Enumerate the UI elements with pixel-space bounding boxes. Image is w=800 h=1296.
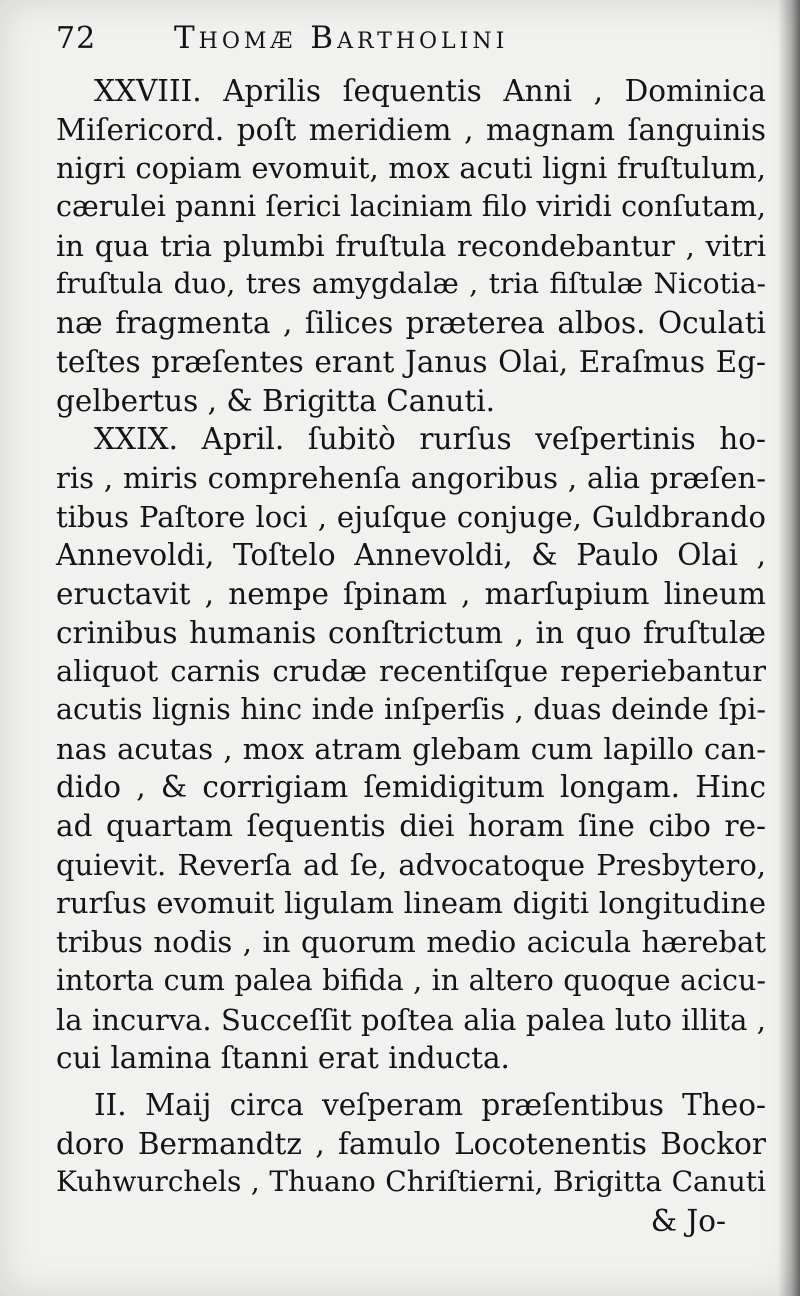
- text-line: Miſericord. poſt meridiem , magnam ſanguinis: [56, 112, 766, 147]
- text-line: fruſtula duo, tres amygdalæ , tria fiſtulæ Nicotia-: [56, 267, 766, 301]
- text-line: tribus nodis , in quorum medio acicula hærebat: [56, 925, 766, 960]
- page-number: 72: [56, 21, 97, 56]
- text-line: in qua tria plumbi fruſtula recondebantur , vitri: [56, 228, 766, 263]
- text-line: ad quartam ſequentis diei horam ſine cibo re-: [56, 809, 766, 844]
- text-line: nas acutas , mox atram glebam cum lapillo can-: [56, 731, 766, 766]
- text-line: Kuhwurchels , Thuano Chriſtierni, Brigitta Canuti: [56, 1165, 766, 1199]
- text-line: XXIX. April. ſubitò rurſus veſpertinis ho-: [94, 422, 766, 457]
- text-line: intorta cum palea bifida , in altero quoque acicu-: [56, 963, 766, 997]
- text-line: crinibus humanis conſtrictum , in quo fruſtulæ: [56, 615, 766, 650]
- text-line: cærulei panni ſerici laciniam filo viridi conſutam,: [56, 190, 766, 224]
- text-line: eructavit , nempe ſpinam , marſupium lineum: [56, 576, 766, 611]
- text-line: Annevoldi, Toſtelo Annevoldi, & Paulo Olai ,: [56, 538, 766, 573]
- text-line: nigri copiam evomuit, mox acuti ligni fruſtulum,: [56, 151, 766, 186]
- running-title: Thomæ Bartholini: [174, 20, 509, 56]
- text-line: la incurva. Succeſſit poſtea alia palea luto illita ,: [56, 1002, 766, 1037]
- text-line: II. Maij circa veſperam præſentibus Theo-: [94, 1087, 766, 1122]
- paragraph-xxix: [56, 420, 766, 1078]
- text-line: XXVIII. Aprilis ſequentis Anni , Dominica: [94, 74, 766, 108]
- text-block: [56, 20, 766, 1241]
- page-edge-shadow: [778, 0, 800, 1296]
- text-line: tibus Paſtore loci , ejuſque conjuge, Guldbrando: [56, 499, 766, 534]
- catchword: & Jo-: [650, 1203, 726, 1238]
- text-line: teſtes præſentes erant Janus Olai, Eraſmus Eg-: [56, 344, 766, 379]
- text-line: cui lamina ſtanni erat inducta.: [56, 1041, 510, 1076]
- text-line: rurſus evomuit ligulam lineam digiti longitudine: [56, 886, 766, 921]
- paragraph-ii-maij: [56, 1086, 766, 1202]
- text-line: næ fragmenta , ſilices præterea albos. Oculati: [56, 306, 766, 341]
- text-line: ris , miris comprehenſa angoribus , alia præſen-: [56, 460, 766, 495]
- text-line: gelbertus , & Brigitta Canuti.: [56, 383, 496, 418]
- text-line: dido , & corrigiam ſemidigitum longam. Hinc: [56, 770, 766, 805]
- text-line: doro Bermandtz , famulo Locotenentis Bockor: [56, 1126, 766, 1161]
- text-line: quievit. Reverſa ad ſe, advocatoque Presbytero,: [56, 847, 766, 882]
- paragraph-xxviii: [56, 72, 766, 420]
- text-line: aliquot carnis crudæ recentiſque reperiebantur: [56, 654, 766, 689]
- text-line: acutis lignis hinc inde inſperſis , duas deinde ſpi-: [56, 693, 766, 726]
- running-head: [56, 20, 766, 72]
